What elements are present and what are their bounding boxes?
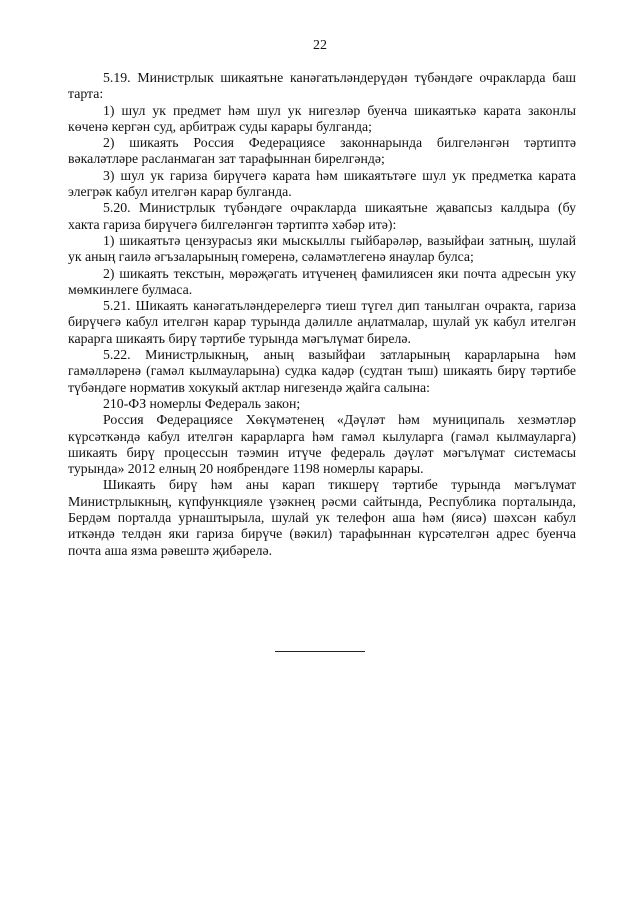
paragraph-5-20-item-1: 1) шикаятьтә цензурасыз яки мыскыллы гыйбарәләр, вазыйфаи затның, шулай ук аның гаилә әгъзаларының гомеренә, сәламәтлегенә янаулар булса; — [68, 232, 576, 265]
document-body — [68, 70, 576, 559]
paragraph-closing-info: Шикаять бирү һәм аны карап тикшерү тәртибе турында мәгълүмат Министрлыкның, күпфункцияле үзәкнең рәсми сайтында, Республика порталында, Бердәм порталда урнаштырыла, шулай ук телефон аша һәм (яисә) шәхсән кабул иткәндә телдән яки гариза бирүче (вәкил) тарафыннан күрсәтелгән адрес буенча почта аша язма рәвештә җибәрелә. — [68, 477, 576, 558]
paragraph-5-19-item-3: 3) шул ук гариза бирүчегә карата һәм шикаятьтәге шул ук предметка карата элегрәк кабул ителгән карар булганда. — [68, 167, 576, 200]
paragraph-5-21: 5.21. Шикаять канәгатьләндерелергә тиеш түгел дип танылган очракта, гариза бирүчегә кабул ителгән карар турында дәлилле аңлатмалар, шулай ук кабул ителгән карарга шикаять бирү тәртибе турында мәгълүмат бирелә. — [68, 298, 576, 346]
paragraph-5-22-law-210: 210-ФЗ номерлы Федераль закон; — [103, 395, 301, 411]
paragraph-5-19-item-2: 2) шикаять Россия Федерациясе законнарында билгеләнгән тәртиптә вәкаләтләре расланмаган зат тарафыннан бирелгәндә; — [68, 135, 576, 167]
closing-divider — [275, 651, 365, 652]
paragraph-5-20-item-2: 2) шикаять текстын, мөрәҗәгать итүченең фамилиясен яки почта адресын уку мөмкинлеге булмаса. — [68, 265, 576, 297]
paragraph-5-19-intro: 5.19. Министрлык шикаятьне канәгатьләндерүдән түбәндәге очракларда баш тарта: — [68, 70, 576, 102]
page-number: 22 — [313, 38, 327, 53]
paragraph-5-22-decree-1198: Россия Федерациясе Хөкүмәтенең «Дәүләт һәм муниципаль хезмәтләр күрсәткәндә кабул ителгән карарларга һәм гамәл кылуларга (гамәл кылмауларга) шикаять бирү процессын тәэмин итүче федераль дәүләт мәгълүмат системасы турында» 2012 елның 20 ноябрендәге 1198 номерлы карары. — [68, 412, 576, 477]
paragraph-5-22-intro: 5.22. Министрлыкның, аның вазыйфаи затларының карарларына һәм гамәлләренә (гамәл кылмауларына) судка кадәр (судтан тыш) шикаять бирү тәртибе түбәндәге норматив хокукый актлар нигезендә җайга салына: — [68, 347, 576, 395]
paragraph-5-20-intro: 5.20. Министрлык түбәндәге очракларда шикаятьне җавапсыз калдыра (бу хакта гариза бирүчегә билгеләнгән тәртиптә хәбәр итә): — [68, 200, 576, 232]
paragraph-5-19-item-1: 1) шул ук предмет һәм шул ук нигезләр буенча шикаятькә карата законлы көченә кергән суд, арбитраж суды карары булганда; — [68, 102, 576, 134]
